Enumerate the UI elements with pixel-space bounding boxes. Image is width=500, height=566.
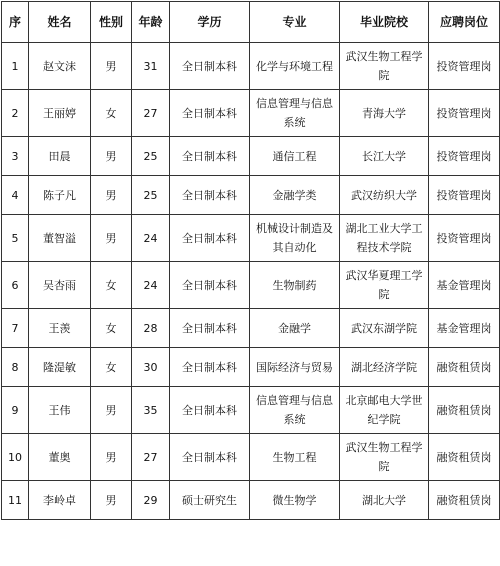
- table-row: [2, 348, 500, 387]
- cell-age: 27: [132, 434, 170, 481]
- cell-age: 28: [132, 309, 170, 348]
- cell-gender: 男: [91, 176, 132, 215]
- cell-major: 机械设计制造及其自动化: [250, 215, 340, 262]
- cell-education: 全日制本科: [170, 176, 250, 215]
- cell-major: 国际经济与贸易: [250, 348, 340, 387]
- cell-position: 投资管理岗: [429, 176, 500, 215]
- cell-education: 全日制本科: [170, 309, 250, 348]
- cell-index: 3: [2, 137, 29, 176]
- cell-age: 27: [132, 90, 170, 137]
- table-body: [2, 43, 500, 520]
- cell-name: 陈子凡: [29, 176, 91, 215]
- table-row: [2, 481, 500, 520]
- cell-index: 9: [2, 387, 29, 434]
- cell-name: 董奥: [29, 434, 91, 481]
- cell-education: 全日制本科: [170, 262, 250, 309]
- cell-education: 全日制本科: [170, 434, 250, 481]
- header-age: 年龄: [132, 2, 170, 43]
- cell-gender: 男: [91, 43, 132, 90]
- header-school: 毕业院校: [340, 2, 429, 43]
- cell-education: 全日制本科: [170, 43, 250, 90]
- header-position: 应聘岗位: [429, 2, 500, 43]
- cell-education: 全日制本科: [170, 137, 250, 176]
- cell-name: 赵文沫: [29, 43, 91, 90]
- cell-gender: 男: [91, 481, 132, 520]
- cell-name: 李岭卓: [29, 481, 91, 520]
- cell-school: 武汉生物工程学院: [340, 43, 429, 90]
- header-row: [2, 2, 500, 43]
- header-index: 序: [2, 2, 29, 43]
- cell-major: 化学与环境工程: [250, 43, 340, 90]
- cell-position: 基金管理岗: [429, 309, 500, 348]
- cell-major: 信息管理与信息系统: [250, 387, 340, 434]
- cell-education: 全日制本科: [170, 90, 250, 137]
- applicant-table: [1, 1, 500, 520]
- cell-name: 董智溢: [29, 215, 91, 262]
- cell-name: 隆湜敏: [29, 348, 91, 387]
- cell-index: 1: [2, 43, 29, 90]
- cell-education: 全日制本科: [170, 215, 250, 262]
- header-name: 姓名: [29, 2, 91, 43]
- cell-gender: 男: [91, 215, 132, 262]
- table-row: [2, 215, 500, 262]
- cell-index: 11: [2, 481, 29, 520]
- cell-position: 投资管理岗: [429, 90, 500, 137]
- cell-education: 全日制本科: [170, 348, 250, 387]
- cell-gender: 女: [91, 90, 132, 137]
- cell-position: 融资租赁岗: [429, 434, 500, 481]
- cell-gender: 女: [91, 348, 132, 387]
- cell-major: 微生物学: [250, 481, 340, 520]
- cell-index: 7: [2, 309, 29, 348]
- cell-index: 6: [2, 262, 29, 309]
- cell-school: 湖北经济学院: [340, 348, 429, 387]
- cell-index: 5: [2, 215, 29, 262]
- cell-position: 融资租赁岗: [429, 481, 500, 520]
- cell-position: 基金管理岗: [429, 262, 500, 309]
- cell-gender: 男: [91, 137, 132, 176]
- cell-education: 硕士研究生: [170, 481, 250, 520]
- cell-position: 投资管理岗: [429, 43, 500, 90]
- cell-age: 29: [132, 481, 170, 520]
- cell-age: 30: [132, 348, 170, 387]
- cell-name: 王丽婷: [29, 90, 91, 137]
- cell-school: 武汉生物工程学院: [340, 434, 429, 481]
- cell-major: 金融学: [250, 309, 340, 348]
- cell-major: 通信工程: [250, 137, 340, 176]
- cell-name: 王羡: [29, 309, 91, 348]
- cell-school: 武汉东湖学院: [340, 309, 429, 348]
- cell-major: 金融学类: [250, 176, 340, 215]
- table-row: [2, 262, 500, 309]
- cell-school: 长江大学: [340, 137, 429, 176]
- cell-name: 田晨: [29, 137, 91, 176]
- cell-position: 融资租赁岗: [429, 387, 500, 434]
- cell-index: 4: [2, 176, 29, 215]
- header-gender: 性别: [91, 2, 132, 43]
- cell-index: 10: [2, 434, 29, 481]
- cell-position: 融资租赁岗: [429, 348, 500, 387]
- table-row: [2, 176, 500, 215]
- table-row: [2, 43, 500, 90]
- table-header: [2, 2, 500, 43]
- cell-school: 湖北工业大学工程技术学院: [340, 215, 429, 262]
- table-row: [2, 387, 500, 434]
- cell-major: 信息管理与信息系统: [250, 90, 340, 137]
- cell-gender: 男: [91, 387, 132, 434]
- table-row: [2, 309, 500, 348]
- cell-school: 湖北大学: [340, 481, 429, 520]
- cell-age: 35: [132, 387, 170, 434]
- cell-age: 25: [132, 137, 170, 176]
- cell-age: 24: [132, 215, 170, 262]
- table-row: [2, 137, 500, 176]
- cell-age: 24: [132, 262, 170, 309]
- cell-major: 生物工程: [250, 434, 340, 481]
- cell-school: 武汉华夏理工学院: [340, 262, 429, 309]
- cell-index: 2: [2, 90, 29, 137]
- cell-gender: 女: [91, 309, 132, 348]
- cell-school: 武汉纺织大学: [340, 176, 429, 215]
- header-education: 学历: [170, 2, 250, 43]
- cell-age: 31: [132, 43, 170, 90]
- cell-position: 投资管理岗: [429, 215, 500, 262]
- cell-name: 吴杏雨: [29, 262, 91, 309]
- table-row: [2, 434, 500, 481]
- document-page: [0, 1, 500, 566]
- cell-position: 投资管理岗: [429, 137, 500, 176]
- table-row: [2, 90, 500, 137]
- cell-index: 8: [2, 348, 29, 387]
- cell-school: 青海大学: [340, 90, 429, 137]
- cell-age: 25: [132, 176, 170, 215]
- cell-gender: 女: [91, 262, 132, 309]
- cell-name: 王伟: [29, 387, 91, 434]
- cell-education: 全日制本科: [170, 387, 250, 434]
- cell-gender: 男: [91, 434, 132, 481]
- cell-school: 北京邮电大学世纪学院: [340, 387, 429, 434]
- header-major: 专业: [250, 2, 340, 43]
- cell-major: 生物制药: [250, 262, 340, 309]
